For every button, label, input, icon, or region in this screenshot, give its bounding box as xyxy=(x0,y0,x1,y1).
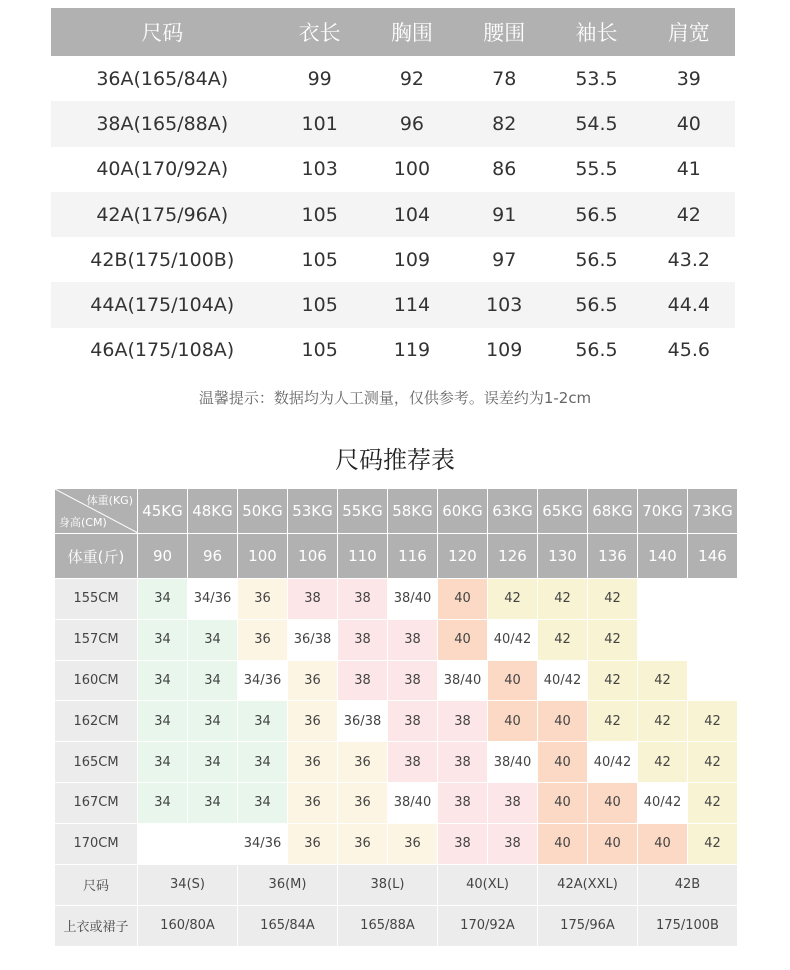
recommended-size-cell: 38 xyxy=(438,782,488,823)
measurement-cell: 100 xyxy=(393,158,431,181)
height-label: 165CM xyxy=(55,742,138,783)
recommended-size-cell: 34 xyxy=(238,701,288,742)
measurement-cell: 44.4 xyxy=(643,282,735,327)
header-waist: 腰围 xyxy=(458,8,550,56)
size-name-cell: 36(M) xyxy=(238,864,338,905)
weight-jin-label: 体重(斤) xyxy=(55,534,138,579)
recommended-size-cell xyxy=(138,823,188,864)
recommended-size-cell: 38 xyxy=(338,619,388,660)
size-code-cell: 42A(175/96A) xyxy=(51,192,274,237)
recommended-size-cell: 42 xyxy=(588,701,638,742)
recommended-size-cell: 36 xyxy=(288,782,338,823)
recommended-size-cell: 36 xyxy=(388,823,438,864)
weight-kg-row xyxy=(55,489,738,534)
recommended-size-cell: 34 xyxy=(238,782,288,823)
corner-height-label: 身高(CM) xyxy=(59,516,107,529)
recommended-size-cell: 40 xyxy=(438,619,488,660)
height-label: 160CM xyxy=(55,660,138,701)
measurement-cell: 101 xyxy=(274,101,366,146)
recommended-size-cell: 38 xyxy=(288,579,338,620)
weight-kg-header: 55KG xyxy=(338,489,388,534)
header-sleeve: 袖长 xyxy=(550,8,642,56)
weight-kg-header: 58KG xyxy=(388,489,438,534)
recommended-size-cell: 40/42 xyxy=(538,660,588,701)
recommended-size-cell: 42 xyxy=(638,742,688,783)
measurement-cell: 105 xyxy=(274,282,366,327)
measurement-cell: 56.5 xyxy=(575,339,618,362)
size-chart-row xyxy=(51,56,735,101)
measurement-cell: 109 xyxy=(393,248,431,271)
measurement-cell: 54.5 xyxy=(550,101,642,146)
measurement-cell: 92 xyxy=(399,67,425,90)
recommended-size-cell: 34 xyxy=(188,701,238,742)
weight-jin-header: 100 xyxy=(238,534,288,579)
weight-kg-header: 73KG xyxy=(688,489,738,534)
recommended-size-cell: 34 xyxy=(138,782,188,823)
header-shoulder: 肩宽 xyxy=(643,8,735,56)
top-size-row xyxy=(55,905,738,946)
weight-jin-row xyxy=(55,534,738,579)
recommended-size-cell: 40 xyxy=(438,579,488,620)
weight-jin-header: 90 xyxy=(138,534,188,579)
height-label: 162CM xyxy=(55,701,138,742)
weight-jin-header: 130 xyxy=(538,534,588,579)
recommended-size-cell: 38 xyxy=(438,742,488,783)
weight-kg-header: 48KG xyxy=(188,489,238,534)
size-chart-row xyxy=(51,147,735,192)
height-label: 155CM xyxy=(55,579,138,620)
size-chart-table xyxy=(51,8,735,373)
measurement-cell: 41 xyxy=(676,158,701,181)
size-recommendation-table xyxy=(54,488,738,947)
recommended-size-cell: 42 xyxy=(538,579,588,620)
recommended-size-cell xyxy=(688,660,738,701)
size-chart-row xyxy=(51,101,735,146)
size-code-cell: 44A(175/104A) xyxy=(51,282,274,327)
recommended-size-cell: 40 xyxy=(638,823,688,864)
height-label: 167CM xyxy=(55,782,138,823)
recommended-size-cell: 36 xyxy=(288,742,338,783)
recommended-size-cell: 38/40 xyxy=(388,579,438,620)
weight-kg-header: 45KG xyxy=(138,489,188,534)
measurement-cell: 104 xyxy=(366,192,458,237)
weight-jin-header: 106 xyxy=(288,534,338,579)
measurement-cell: 42 xyxy=(643,192,735,237)
weight-kg-header: 63KG xyxy=(488,489,538,534)
height-row xyxy=(55,579,738,620)
recommended-size-cell: 34 xyxy=(188,619,238,660)
recommended-size-cell: 36 xyxy=(288,823,338,864)
size-name-row xyxy=(55,864,738,905)
top-size-cell: 175/96A xyxy=(538,905,638,946)
recommended-size-cell xyxy=(638,619,688,660)
measurement-note: 温馨提示：数据均为人工测量，仅供参考。误差约为1-2cm xyxy=(198,389,592,407)
weight-jin-header: 120 xyxy=(438,534,488,579)
measurement-cell: 109 xyxy=(486,339,523,362)
recommended-size-cell: 36/38 xyxy=(338,701,388,742)
recommended-size-cell: 42 xyxy=(588,619,638,660)
recommended-size-cell: 42 xyxy=(638,660,688,701)
recommended-size-cell: 40 xyxy=(488,701,538,742)
size-code-cell: 40A(170/92A) xyxy=(96,158,229,181)
measurement-cell: 56.5 xyxy=(550,192,642,237)
measurement-cell: 114 xyxy=(366,282,458,327)
top-size-label: 上衣或裙子 xyxy=(55,905,138,946)
size-code-cell: 36A(165/84A) xyxy=(96,67,229,90)
recommended-size-cell: 36 xyxy=(338,823,388,864)
recommended-size-cell xyxy=(688,579,738,620)
recommended-size-cell: 42 xyxy=(688,742,738,783)
recommended-size-cell: 42 xyxy=(538,619,588,660)
measurement-cell: 53.5 xyxy=(575,67,618,90)
recommended-size-cell: 40/42 xyxy=(638,782,688,823)
measurement-cell: 39 xyxy=(676,67,701,90)
weight-kg-header: 50KG xyxy=(238,489,288,534)
measurement-cell: 56.5 xyxy=(550,282,642,327)
recommended-size-cell: 38 xyxy=(388,660,438,701)
size-chart-row xyxy=(51,282,735,327)
header-size: 尺码 xyxy=(51,8,274,56)
recommended-size-cell: 36 xyxy=(338,742,388,783)
recommended-size-cell: 36 xyxy=(288,660,338,701)
size-name-cell: 40(XL) xyxy=(438,864,538,905)
size-name-cell: 42B xyxy=(638,864,738,905)
recommended-size-cell: 34 xyxy=(188,742,238,783)
recommended-size-cell: 34 xyxy=(138,660,188,701)
recommended-size-cell: 42 xyxy=(488,579,538,620)
recommended-size-cell: 42 xyxy=(688,782,738,823)
recommended-size-cell: 38 xyxy=(388,701,438,742)
top-size-cell: 175/100B xyxy=(638,905,738,946)
weight-kg-header: 68KG xyxy=(588,489,638,534)
measurement-cell: 103 xyxy=(458,282,550,327)
height-row xyxy=(55,742,738,783)
size-name-cell: 34(S) xyxy=(138,864,238,905)
recommended-size-cell: 34 xyxy=(188,782,238,823)
weight-jin-header: 126 xyxy=(488,534,538,579)
height-row xyxy=(55,701,738,742)
measurement-cell: 86 xyxy=(492,158,517,181)
weight-jin-header: 146 xyxy=(688,534,738,579)
recommended-size-cell: 34 xyxy=(138,579,188,620)
recommended-size-cell: 34 xyxy=(138,742,188,783)
measurement-cell: 45.6 xyxy=(667,339,710,362)
weight-kg-header: 65KG xyxy=(538,489,588,534)
size-name-cell: 38(L) xyxy=(338,864,438,905)
measurement-cell: 105 xyxy=(274,192,366,237)
recommended-size-cell: 42 xyxy=(638,701,688,742)
measurement-cell: 96 xyxy=(366,101,458,146)
recommended-size-cell: 40 xyxy=(538,823,588,864)
recommended-size-cell: 36 xyxy=(238,619,288,660)
recommended-size-cell xyxy=(638,579,688,620)
height-row xyxy=(55,619,738,660)
recommendation-title: 尺码推荐表 xyxy=(335,446,455,474)
recommended-size-cell: 34 xyxy=(138,619,188,660)
top-size-cell: 165/88A xyxy=(338,905,438,946)
recommended-size-cell: 34 xyxy=(138,701,188,742)
size-chart-row xyxy=(51,237,735,282)
top-size-cell: 170/92A xyxy=(438,905,538,946)
recommended-size-cell: 34/36 xyxy=(188,579,238,620)
height-row xyxy=(55,823,738,864)
height-label: 170CM xyxy=(55,823,138,864)
recommended-size-cell: 34/36 xyxy=(238,660,288,701)
height-label: 157CM xyxy=(55,619,138,660)
measurement-cell: 78 xyxy=(492,67,517,90)
recommended-size-cell: 38/40 xyxy=(438,660,488,701)
measurement-cell: 82 xyxy=(458,101,550,146)
recommended-size-cell: 42 xyxy=(588,579,638,620)
recommended-size-cell: 40 xyxy=(538,782,588,823)
measurement-cell: 105 xyxy=(301,339,338,362)
measurement-cell: 119 xyxy=(393,339,431,362)
weight-kg-header: 53KG xyxy=(288,489,338,534)
weight-jin-header: 96 xyxy=(188,534,238,579)
size-code-cell: 46A(175/108A) xyxy=(90,339,235,362)
recommended-size-cell: 42 xyxy=(688,701,738,742)
recommended-size-cell: 36 xyxy=(338,782,388,823)
recommended-size-cell: 38 xyxy=(338,579,388,620)
weight-jin-header: 110 xyxy=(338,534,388,579)
top-size-cell: 165/84A xyxy=(238,905,338,946)
size-name-label: 尺码 xyxy=(55,864,138,905)
measurement-cell: 91 xyxy=(458,192,550,237)
weight-kg-header: 70KG xyxy=(638,489,688,534)
recommended-size-cell: 42 xyxy=(688,823,738,864)
recommended-size-cell xyxy=(188,823,238,864)
recommended-size-cell: 40/42 xyxy=(588,742,638,783)
recommended-size-cell: 38 xyxy=(438,823,488,864)
recommended-size-cell: 38 xyxy=(488,782,538,823)
recommended-size-cell: 34/36 xyxy=(238,823,288,864)
recommended-size-cell: 36/38 xyxy=(288,619,338,660)
measurement-cell: 43.2 xyxy=(667,248,710,271)
measurement-cell: 103 xyxy=(301,158,338,181)
size-code-cell: 42B(175/100B) xyxy=(90,248,235,271)
size-chart-row xyxy=(51,192,735,237)
recommended-size-cell xyxy=(688,619,738,660)
size-chart-row xyxy=(51,328,735,373)
recommended-size-cell: 38 xyxy=(488,823,538,864)
measurement-cell: 40 xyxy=(643,101,735,146)
height-row xyxy=(55,660,738,701)
header-length: 衣长 xyxy=(274,8,366,56)
size-name-cell: 42A(XXL) xyxy=(538,864,638,905)
measurement-cell: 56.5 xyxy=(575,248,618,271)
recommended-size-cell: 38 xyxy=(388,619,438,660)
recommended-size-cell: 34 xyxy=(238,742,288,783)
weight-jin-header: 136 xyxy=(588,534,638,579)
recommended-size-cell: 36 xyxy=(288,701,338,742)
corner-diagonal-header xyxy=(55,489,138,534)
measurement-cell: 97 xyxy=(492,248,517,271)
measurement-cell: 99 xyxy=(307,67,332,90)
recommended-size-cell: 40 xyxy=(588,823,638,864)
measurement-cell: 55.5 xyxy=(575,158,618,181)
recommended-size-cell: 38/40 xyxy=(388,782,438,823)
weight-kg-header: 60KG xyxy=(438,489,488,534)
recommended-size-cell: 42 xyxy=(588,660,638,701)
recommended-size-cell: 38 xyxy=(388,742,438,783)
height-row xyxy=(55,782,738,823)
weight-jin-header: 140 xyxy=(638,534,688,579)
recommended-size-cell: 40 xyxy=(538,701,588,742)
top-size-cell: 160/80A xyxy=(138,905,238,946)
recommended-size-cell: 38 xyxy=(438,701,488,742)
recommended-size-cell: 40 xyxy=(488,660,538,701)
weight-jin-header: 116 xyxy=(388,534,438,579)
corner-weight-label: 体重(KG) xyxy=(86,494,133,507)
recommended-size-cell: 34 xyxy=(188,660,238,701)
recommended-size-cell: 40 xyxy=(588,782,638,823)
measurement-cell: 105 xyxy=(301,248,338,271)
header-chest: 胸围 xyxy=(366,8,458,56)
recommended-size-cell: 36 xyxy=(238,579,288,620)
recommended-size-cell: 40/42 xyxy=(488,619,538,660)
recommended-size-cell: 38 xyxy=(338,660,388,701)
recommended-size-cell: 40 xyxy=(538,742,588,783)
size-chart-header-row xyxy=(51,8,735,56)
size-code-cell: 38A(165/88A) xyxy=(51,101,274,146)
recommended-size-cell: 38/40 xyxy=(488,742,538,783)
